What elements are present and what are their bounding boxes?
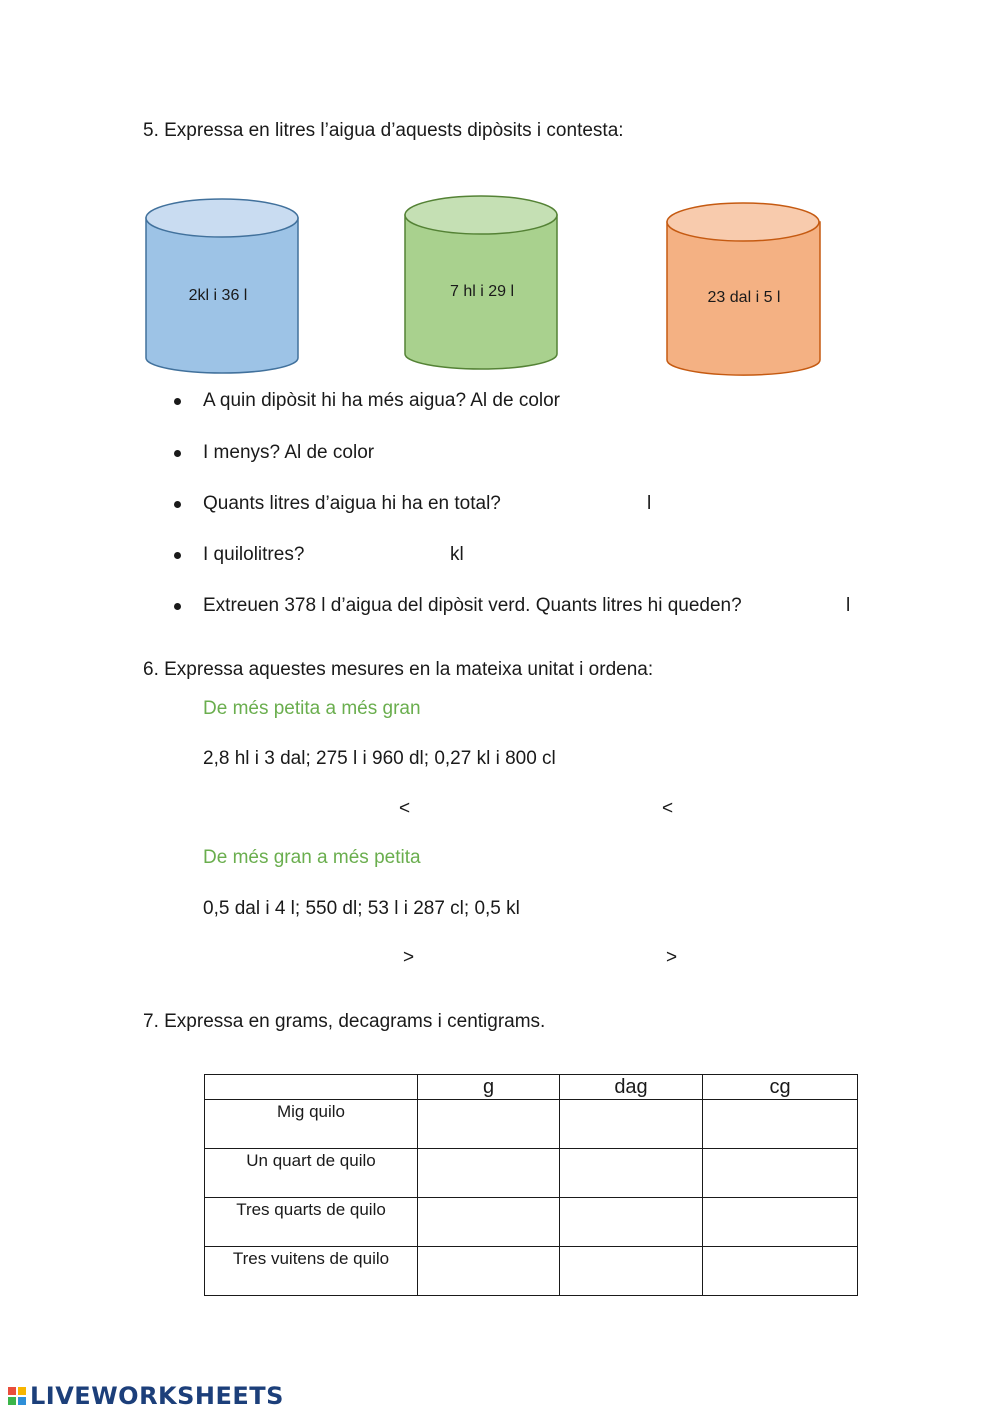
bullet-1-answer-input[interactable] <box>590 387 824 417</box>
bullet-4-text: I quilolitres? <box>203 544 305 565</box>
part1-answer-1-input[interactable] <box>203 795 397 825</box>
bullet-4-answer-input[interactable] <box>318 541 448 571</box>
table-row <box>205 1149 858 1198</box>
logo-text: LIVEWORKSHEETS <box>30 1382 284 1410</box>
bullet-dot <box>174 398 181 405</box>
tank-orange-top <box>667 203 819 241</box>
table-header-g: g <box>418 1075 560 1100</box>
bullet-4-unit: kl <box>450 544 464 565</box>
tank-orange <box>667 203 820 375</box>
bullet-dot <box>174 603 181 610</box>
part1-title: De més petita a més gran <box>203 698 421 719</box>
cell-input-g[interactable] <box>418 1149 559 1197</box>
logo-mark-icon <box>8 1387 26 1405</box>
bullet-1-text: A quin dipòsit hi ha més aigua? Al de color <box>203 390 561 411</box>
cell-input-dag[interactable] <box>560 1100 702 1148</box>
part1-answer-2-input[interactable] <box>420 795 660 825</box>
cell-input-cg[interactable] <box>703 1198 857 1246</box>
cell-input-dag[interactable] <box>560 1149 702 1197</box>
bullet-dot <box>174 552 181 559</box>
part1-answer-3-input[interactable] <box>682 795 856 825</box>
cell-input-dag[interactable] <box>560 1198 702 1246</box>
tank-green-top <box>405 196 557 234</box>
bullet-3-answer-input[interactable] <box>525 490 647 520</box>
tanks-illustration <box>0 0 1000 400</box>
row-label-un-quart: Un quart de quilo <box>205 1149 418 1198</box>
bullet-5-text: Extreuen 378 l d’aigua del dipòsit verd. Quants litres hi queden? <box>203 595 742 616</box>
part2-answer-2-input[interactable] <box>424 944 662 974</box>
table-header-row <box>205 1075 858 1100</box>
cell-input-g[interactable] <box>418 1198 559 1246</box>
part2-measures: 0,5 dal i 4 l; 550 dl; 53 l i 287 cl; 0,5 kl <box>203 898 520 919</box>
conversion-table <box>204 1074 858 1296</box>
question-5-heading: 5. Expressa en litres l’aigua d’aquests dipòsits i contesta: <box>143 120 624 141</box>
cell-input-g[interactable] <box>418 1247 559 1295</box>
bullet-dot <box>174 501 181 508</box>
part2-symbol-1: > <box>403 947 415 968</box>
tank-blue <box>146 199 298 373</box>
tank-blue-label: 2kl i 36 l <box>188 287 248 304</box>
row-label-mig-quilo: Mig quilo <box>205 1100 418 1149</box>
part1-symbol-2: < <box>662 798 674 819</box>
tank-orange-label: 23 dal i 5 l <box>707 289 781 306</box>
liveworksheets-logo <box>8 1380 284 1412</box>
bullet-3-unit: l <box>647 493 652 514</box>
row-label-tres-quarts: Tres quarts de quilo <box>205 1198 418 1247</box>
part2-answer-3-input[interactable] <box>686 944 860 974</box>
bullet-dot <box>174 450 181 457</box>
table-row <box>205 1100 858 1149</box>
table-header-empty <box>205 1075 418 1100</box>
table-row <box>205 1198 858 1247</box>
table-header-cg: cg <box>703 1075 858 1100</box>
question-6-heading: 6. Expressa aquestes mesures en la mateixa unitat i ordena: <box>143 659 654 680</box>
tank-green-label: 7 hl i 29 l <box>449 283 515 300</box>
question-7-heading: 7. Expressa en grams, decagrams i centigrams. <box>143 1011 546 1032</box>
cell-input-g[interactable] <box>418 1100 559 1148</box>
part2-answer-1-input[interactable] <box>203 944 401 974</box>
cell-input-cg[interactable] <box>703 1100 857 1148</box>
cell-input-cg[interactable] <box>703 1149 857 1197</box>
bullet-2-text: I menys? Al de color <box>203 442 375 463</box>
tank-green <box>405 196 557 369</box>
bullet-3-text: Quants litres d’aigua hi ha en total? <box>203 493 501 514</box>
cell-input-cg[interactable] <box>703 1247 857 1295</box>
row-label-tres-vuitens: Tres vuitens de quilo <box>205 1247 418 1296</box>
part2-title: De més gran a més petita <box>203 847 421 868</box>
bullet-5-unit: l <box>846 595 851 616</box>
tank-blue-top <box>146 199 298 237</box>
bullet-5-answer-input[interactable] <box>778 592 846 622</box>
table-row <box>205 1247 858 1296</box>
part1-measures: 2,8 hl i 3 dal; 275 l i 960 dl; 0,27 kl i 800 cl <box>203 748 556 769</box>
table-header-dag: dag <box>560 1075 703 1100</box>
bullet-2-answer-input[interactable] <box>392 439 626 469</box>
part1-symbol-1: < <box>399 798 411 819</box>
part2-symbol-2: > <box>666 947 678 968</box>
cell-input-dag[interactable] <box>560 1247 702 1295</box>
